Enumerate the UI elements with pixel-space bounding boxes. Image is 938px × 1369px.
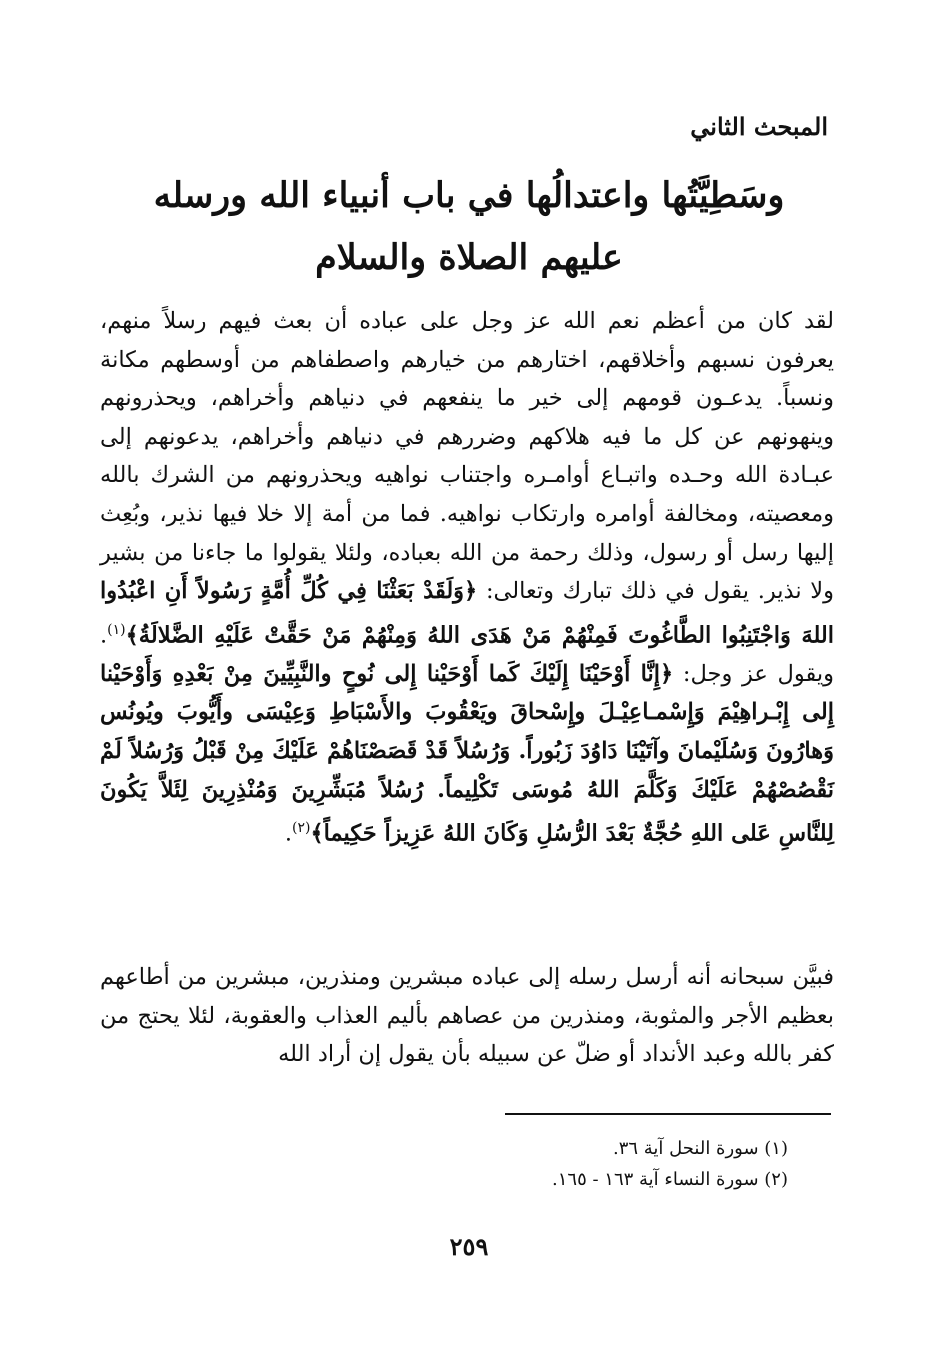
paragraph-1-end: . bbox=[284, 820, 293, 847]
paragraph-1-intro: لقد كان من أعظم نعم الله عز وجل على عباده أن بعث فيهم رسلاً منهم، يعرفون نسبهم وأخلاقهم، اختارهم من خيارهم واصطفاهم من أوسطهم مكانة ونسباً. يدعـون قومهم إلى خير ما ينفعهم في دنياهم وأخراهم، ويحذرونهم وينهونهم عن كل ما فيه هلاكهم وضررهم في دنياهم وأخراهم، يدعونهم إلى عبـادة الله وحـده واتبـاع أوامـره واجتناب نواهيه ويحذرونهم من الشرك بالله ومعصيته، ومخالفة أوامره وارتكاب نواهيه. فما من أمة إلا خلا فيها نذير، وبُعِث إليها رسل أو رسول، وذلك رحمة من الله بعباده، ولئلا يقولوا ما جاءنا من بشير ولا نذير. يقول في ذلك تبارك وتعالى: bbox=[100, 308, 834, 605]
section-label: المبحث الثاني bbox=[690, 112, 828, 141]
footnote-ref-2: (٢) bbox=[292, 820, 311, 837]
footnotes bbox=[552, 1133, 788, 1195]
footnote-ref-1: (١) bbox=[107, 621, 126, 638]
page-number: ٢٥٩ bbox=[449, 1232, 489, 1261]
paragraph-2: فبيَّن سبحانه أنه أرسل رسله إلى عباده مبشرين ومنذرين، مبشرين من أطاعهم بعظيم الأجر والمثوبة، ومنذرين من عصاهم بأليم العذاب والعقوبة، لئلا يحتج من كفر بالله وعبد الأنداد أو ضلّ عن سبيله بأن يقول إن أراد الله bbox=[100, 964, 834, 1068]
quran-verse-2: ﴿إِنَّا أَوْحَيْنَا إِلَيْكَ كَما أَوْحَيْنا إِلى نُوحٍ والنَّبِيِّينَ مِنْ بَعْدِهِ وَأَوْحَيْنا إِلى إِبْـراهِيْمَ وَإِسْمـاعِيْـلَ وإِسْحاقَ ويَعْقُوبَ والأَسْبَاطِ وَعِيْسَى وأَيُّوبَ ويُونُس وَهارُونَ وَسُلَيْمانَ وآتَيْنَا دَاوُدَ زَبُوراً. وَرُسُلاً قَدْ قَصَصْنَاهُمْ عَلَيْكَ مِنْ قَبْلُ وَرُسُلاً لَمْ نَقْصُصْهُمْ عَلَيْكَ وَكَلَّمَ اللهُ مُوسَى تَكْلِيماً. رُسُلاً مُبَشِّرِينَ وَمُنْذِرِينَ لِئَلاَّ يَكُونَ لِلنَّاسِ عَلى اللهِ حُجَّةٌ بَعْدَ الرُّسُلِ وَكَانَ اللهُ عَزِيزاً حَكِيماً﴾ bbox=[100, 660, 834, 847]
paragraph-1-connector: . ويقول عز وجل: bbox=[100, 622, 834, 687]
chapter-title bbox=[100, 165, 838, 289]
footnote-1: (١) سورة النحل آية ٣٦. bbox=[612, 1138, 788, 1159]
quran-verse-1: ﴿وَلَقَدْ بَعَثْنَا فِي كُلِّ أُمَّةٍ رَسُولاً أَنِ اعْبُدُوا اللهَ وَاجْتَنِبُوا الطَّاغُوتَ فَمِنْهُمْ مَنْ هَدَى اللهُ وَمِنْهُمْ مَنْ حَقَّتْ عَلَيْهِ الضَّلالَةُ﴾ bbox=[100, 578, 834, 649]
title-line-1: وسَطِيَّتُها واعتدالُها في باب أنبياء الله ورسله bbox=[153, 175, 785, 216]
paragraph-1 bbox=[100, 302, 834, 853]
footnote-divider bbox=[505, 1113, 831, 1115]
title-line-2: عليهم الصلاة والسلام bbox=[315, 237, 623, 278]
footnote-2: (٢) سورة النساء آية ١٦٣ - ١٦٥. bbox=[552, 1169, 788, 1190]
